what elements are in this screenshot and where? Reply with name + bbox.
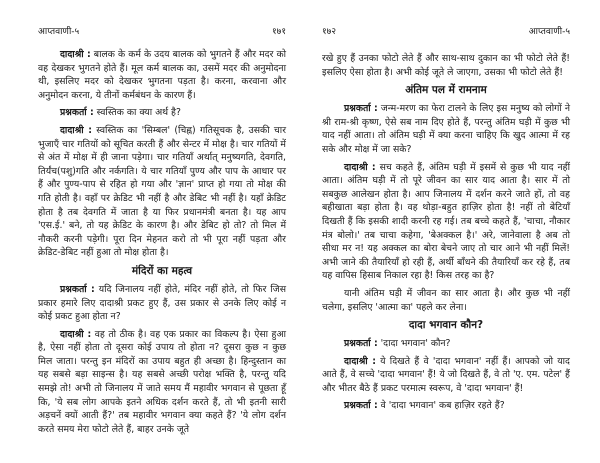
- section-heading: अंतिम पल में रामनाम: [405, 84, 487, 97]
- speaker-label: दादाश्री :: [344, 355, 376, 367]
- right-running-header: [322, 26, 570, 40]
- paragraph: [322, 399, 570, 413]
- left-page-body: [38, 48, 286, 440]
- paragraph: [322, 52, 570, 79]
- paragraph: [322, 337, 570, 351]
- speaker-label: दादाश्री :: [344, 161, 376, 173]
- section-heading: मंदिरों का महत्व: [131, 264, 193, 277]
- speaker-label: प्रश्नकर्ता :: [344, 338, 378, 350]
- paragraph-text: स्वस्तिक का क्या अर्थ है?: [93, 107, 181, 119]
- paragraph-text: वे 'दादा भगवान' कब हाज़िर रहते हैं?: [377, 400, 505, 412]
- speaker-label: दादाश्री :: [60, 124, 92, 136]
- speaker-label: दादाश्री :: [60, 328, 92, 340]
- paragraph: [322, 161, 570, 283]
- speaker-label: प्रश्नकर्ता :: [60, 107, 94, 119]
- paragraph: [38, 106, 286, 120]
- paragraph-text: सच कहते हैं, अंतिम घड़ी में इसमें से कुछ भी याद नहीं आता। अंतिम घड़ी में तो पूरे जीवन का सार याद आता है। सार में तो सबकुछ आलेखन होता है। आप जिनालय में दर्शन करने जाते हों, तो वह बहीखाता बड़ा होता है। वह थोड़ा-बहुत हाज़िर होता है! नहीं तो बेटियाँ दिखती हैं कि इसकी शादी करनी रह गई। तब बच्चे कहते हैं, 'चाचा, नौकार मंत्र बोलो।' तब चाचा कहेगा, 'बेअक्कल है।' अरे, जानेवाला है अब तो सीधा मर न! यह अक्कल का बोरा बेचने जाए तो चार आने भी नहीं मिलें! अभी जाने की तैयारियाँ हो रही हैं, अर्थी बाँधने की तैयारियाँ कर रहे हैं, तब यह वापिस हिसाब निकाल रहा है! किस तरह का है?: [322, 161, 571, 282]
- paragraph: [322, 355, 570, 396]
- speaker-label: दादाश्री :: [60, 49, 91, 60]
- speaker-label: प्रश्नकर्ता :: [344, 400, 378, 412]
- paragraph-text: रखे हुए हैं उनका फोटो लेते हैं और साथ-साथ दुकान का भी फोटो लेते हैं! इसलिए ऐसा होता है। अभी कोई जूते ले जाएगा, उसका भी फोटो लेते हैं!: [322, 53, 570, 78]
- paragraph: [38, 48, 286, 102]
- left-page-number: १७१: [271, 27, 286, 37]
- paragraph-text: 'दादा भगवान' कौन?: [377, 338, 451, 350]
- left-running-header: [38, 26, 286, 40]
- paragraph-text: ये दिखते हैं वे 'दादा भगवान' नहीं हैं। आपको जो याद आते हैं, वे सच्चे 'दादा भगवान' हैं! ये जो दिखते हैं, वे तो 'ए. एम. पटेल' हैं और भीतर बैठे हैं प्रकट परमात्म स्वरूप, वे 'दादा भगवान' हैं!: [322, 355, 570, 394]
- section-heading: दादा भगवान कौन?: [408, 319, 484, 332]
- paragraph: [322, 287, 570, 314]
- paragraph: [322, 102, 570, 156]
- paragraph: [38, 124, 286, 260]
- right-page-number: १७२: [322, 27, 337, 37]
- paragraph-text: बालक के कर्म के उदय बालक को भुगतने हैं और मदर को वह देखकर भुगतने होते हैं। मूल कर्म बालक का, उसमें मदर की अनुमोदना थी, इसलिए मदर को देखकर भुगतना पड़ता है। करना, करवाना और अनुमोदन करना, ये तीनों कर्मबंधन के कारण हैं।: [38, 49, 286, 101]
- paragraph: [38, 283, 286, 324]
- paragraph-text: यानी अंतिम घड़ी में जीवन का सार आता है। और कुछ भी नहीं चलेगा, इसलिए 'आत्मा का' पहले कर लेना।: [322, 287, 570, 313]
- speaker-label: प्रश्नकर्ता :: [344, 103, 378, 115]
- paragraph-text: यदि जिनालय नहीं होते, मंदिर नहीं होते, तो फिर जिस प्रकार हमारे लिए दादाश्री प्रकट हुए हैं, उस प्रकार से उनके लिए कोई न कोई प्रकट हुआ होता न?: [38, 283, 286, 323]
- speaker-label: प्रश्नकर्ता :: [60, 283, 95, 295]
- paragraph-text: जन्म-मरण का फेरा टालने के लिए इस मनुष्य को लोगों ने श्री राम-श्री कृष्ण, ऐसे सब नाम दिए होते हैं, परन्तु अंतिम घड़ी में कुछ भी याद नहीं आता। तो अंतिम घड़ी में क्या करना चाहिए कि खुद आत्मा में रह सके और मोक्ष में जा सके?: [322, 103, 570, 155]
- right-book-title: आप्तवाणी-५: [528, 27, 570, 37]
- paragraph-text: वह तो ठीक है। वह एक प्रकार का विकल्प है। ऐसा हुआ है, ऐसा नहीं होता तो दूसरा कोई उपाय तो होता न? दूसरा कुछ न कुछ मिल जाता। परन्तु इन मंदिरों का उपाय बहुत ही अच्छा है। हिन्दुस्तान का यह सबसे बड़ा साइन्स है। यह सबसे अच्छी परोक्ष भक्ति है, परन्तु यदि समझे तो! अभी तो जिनालय में जाते समय मैं महावीर भगवान से पूछता हूँ कि, 'ये सब लोग आपके इतने अधिक दर्शन करते हैं, तो भी इतनी सारी अड़चनें क्यों आती हैं?' तब महावीर भगवान क्या कहते हैं? 'ये लोग दर्शन करते समय मेरा फोटो लेते हैं, बाहर उनके जूते: [38, 328, 286, 435]
- right-page-body: [322, 52, 570, 417]
- paragraph-text: स्वस्तिक का 'सिम्बल' (चिह्न) गतिसूचक है, उसकी चार भुजाएँ चार गतियों को सूचित करती हैं और सेन्टर में मोक्ष है। चार गतियों में से अंत में मोक्ष में ही जाना पड़ेगा। चार गतियाँ अर्थात् मनुष्यगति, देवगति, तिर्यंच(पशु)गति और नर्कगति। ये चार गतियाँ पुण्य और पाप के आधार पर हैं और पुण्य-पाप से रहित हो गया और 'ज्ञान' प्राप्त हो गया तो मोक्ष की गति होती है। वहाँ पर क्रेडिट भी नहीं है और डेबिट भी नहीं है। यहाँ क्रेडिट होता है तब देवगति में जाता है या फिर प्रधानमंत्री बनता है। यह आप 'एस.ई.' बने, तो यह क्रेडिट के कारण है। और डेबिट हो तो? तो मिल में नौकरी करनी पड़ेगी। पूरा दिन मेहनत करो तो भी पूरा नहीं पड़ता और क्रेडिट-डेबिट नहीं हुआ तो मोक्ष होता है।: [38, 124, 286, 259]
- left-book-title: आप्तवाणी-५: [38, 27, 80, 37]
- paragraph: [38, 328, 286, 437]
